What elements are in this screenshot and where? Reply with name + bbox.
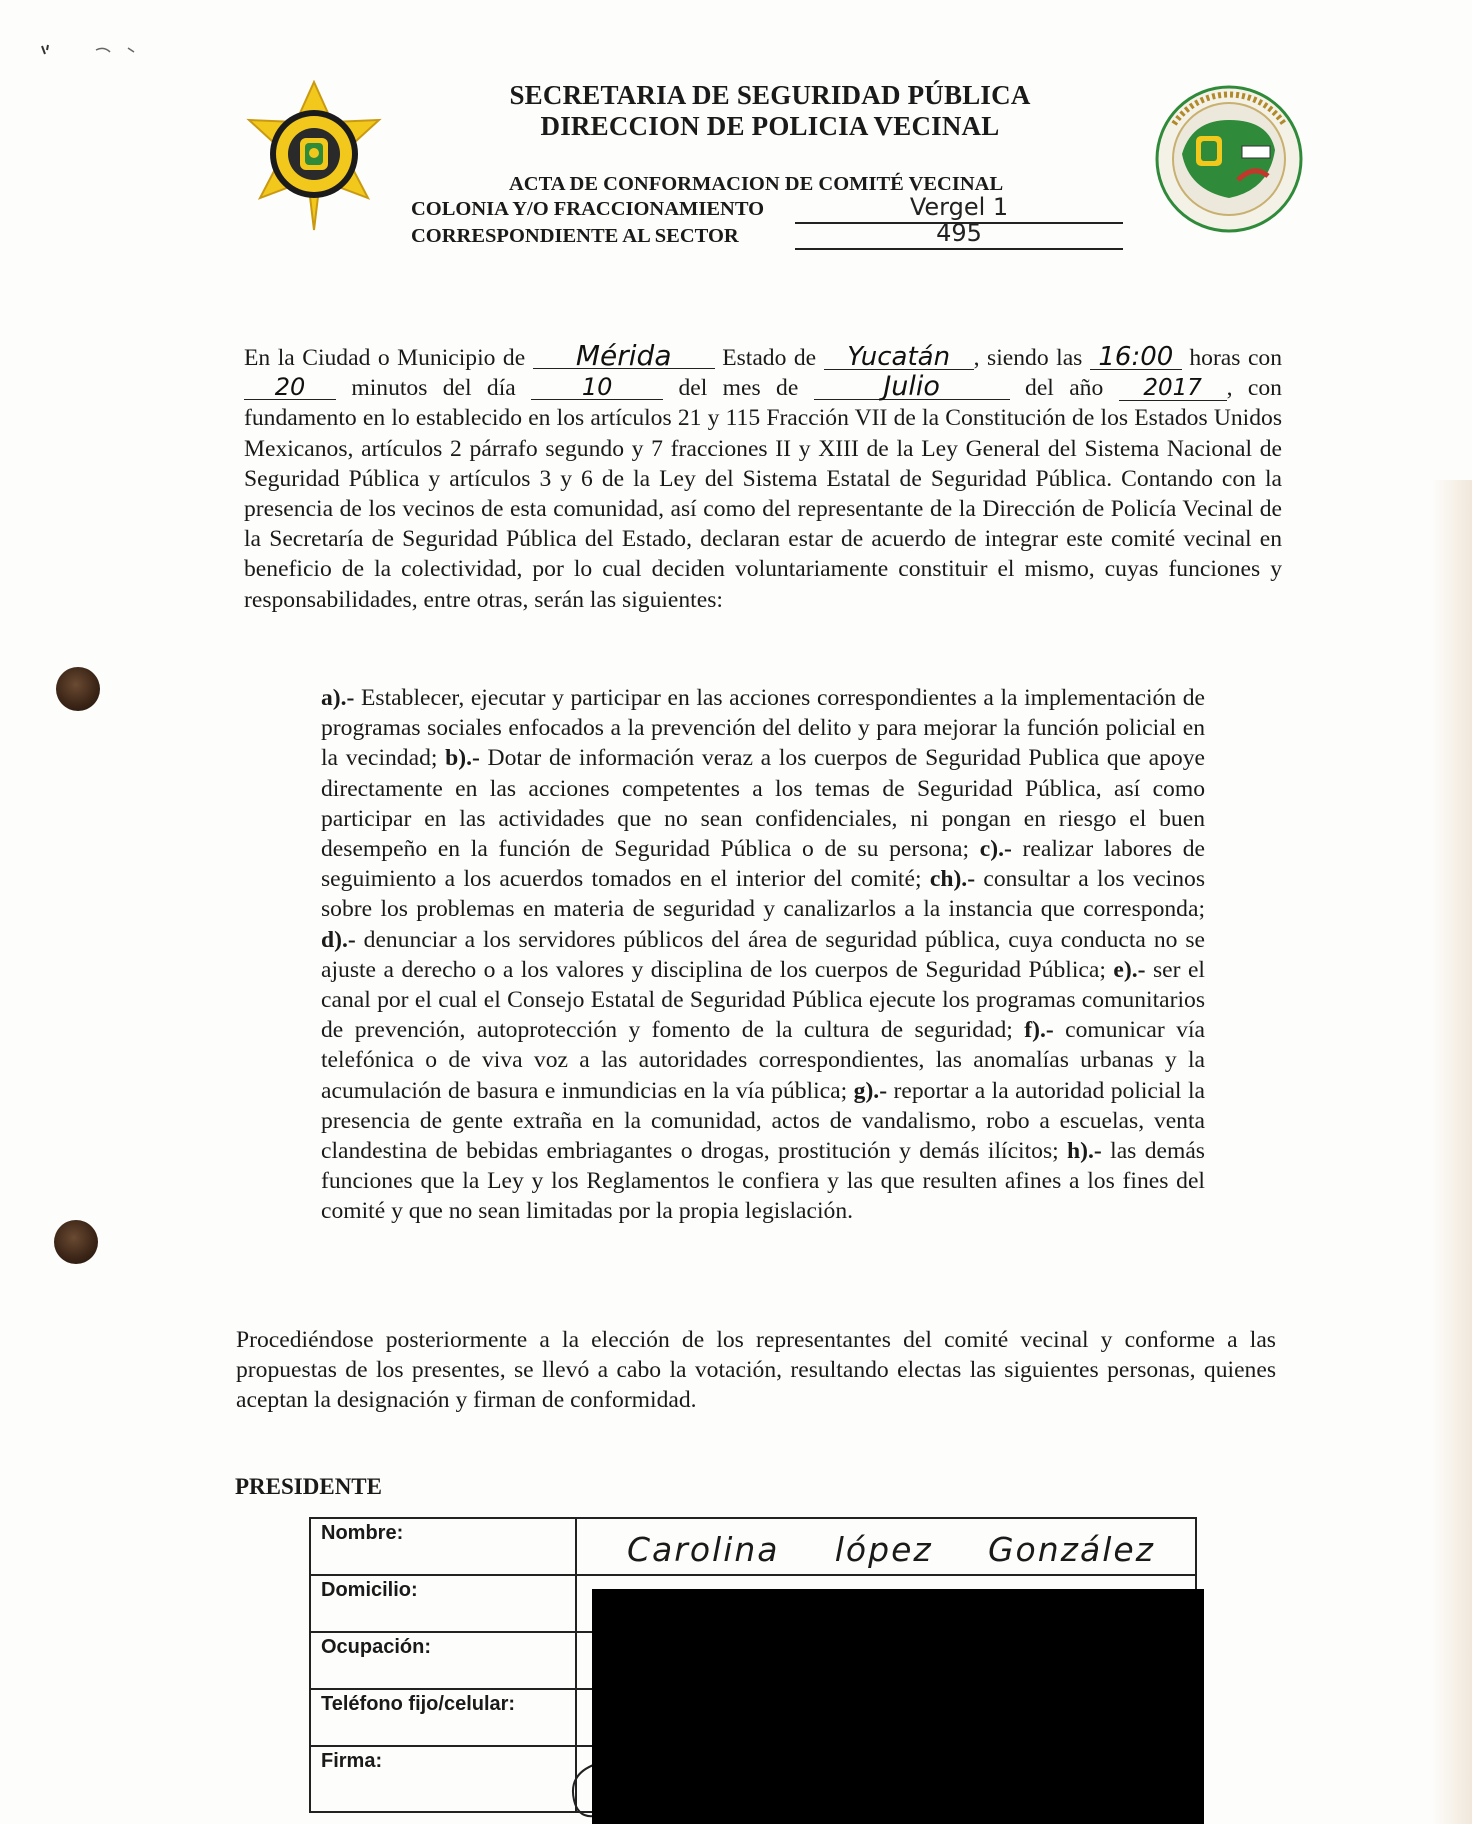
function-h-text: las demás funciones que la Ley y los Reglamentos le confiera y las que resulten afines a los fines del comité y que no sean limitadas por la propia legislación. xyxy=(321,1138,1205,1225)
handwritten-name xyxy=(587,1522,1185,1569)
hour-field: 16:00 xyxy=(1090,345,1182,370)
intro-text-5: minutos del día xyxy=(351,375,516,402)
colonia-label: COLONIA Y/O FRACCIONAMIENTO xyxy=(411,198,765,220)
domicilio-label: Domicilio: xyxy=(310,1575,576,1632)
function-g-text: reportar a la autoridad policial la presencia de gente extraña en la comunidad, actos de vandalismo, robo a escuelas, venta clandestina de bebidas embriagantes o drogas, prostitución y demás ilícitos; xyxy=(321,1077,1205,1165)
name-part-third: González xyxy=(987,1530,1155,1569)
closing-paragraph: Procediéndose posteriormente a la elección de los representantes del comité vecinal y conforme a las propuestas de los presentes, se llevó a cabo la votación, resultando electas las siguientes personas, quienes aceptan la designación y firman de conformidad. xyxy=(236,1327,1276,1414)
state-field: Yucatán xyxy=(824,345,974,370)
stray-ink-marks xyxy=(36,40,136,60)
month-field: Julio xyxy=(814,375,1010,400)
firma-label: Firma: xyxy=(310,1746,576,1812)
redaction-block xyxy=(592,1589,1204,1824)
intro-text-4: horas con xyxy=(1189,345,1283,371)
function-b-text: Dotar de información veraz a los cuerpos de Seguridad Publica que apoye directamente en las acciones competentes a los temas de Seguridad Pública, así como participar en las actividades que no sean confidenciales, ni pongan en riesgo el buen desempeño en la función de Seguridad Pública o de su persona; xyxy=(321,745,1205,863)
function-c-mark: c).- xyxy=(979,836,1012,863)
intro-text-2: Estado de xyxy=(722,345,817,371)
intro-text-7: del año xyxy=(1025,375,1104,402)
function-d-mark: d).- xyxy=(321,926,356,953)
functions-list xyxy=(321,683,1205,1227)
day-field: 10 xyxy=(531,375,663,400)
nombre-value xyxy=(576,1518,1196,1575)
name-part-second: lópez xyxy=(834,1530,933,1569)
punch-hole-top xyxy=(56,667,100,711)
function-c-text: realizar labores de seguimiento a los acuerdos tomados en el interior del comité; xyxy=(321,836,1205,893)
header-title-line2: DIRECCION DE POLICIA VECINAL xyxy=(540,111,1000,141)
ocupacion-label: Ocupación: xyxy=(310,1632,576,1689)
function-h-mark: h).- xyxy=(1067,1138,1102,1165)
name-part-first: Carolina xyxy=(627,1530,780,1569)
row-nombre xyxy=(310,1518,1196,1575)
intro-text-1: En la Ciudad o Municipio de xyxy=(244,345,526,371)
intro-text-6: del mes de xyxy=(678,375,799,402)
intro-text-8: , con fundamento en lo establecido en los artículos 21 y 115 Fracción VII de la Constitución de los Estados Unidos Mexicanos, artículos 2 párrafo segundo y 7 fracciones II y XIII de la Ley General del Sistema Nacional de Seguridad Pública y artículos 3 y 6 de la Ley del Sistema Estatal de Seguridad Pública. Contando con la presencia de los vecinos de esta comunidad, así como del representante de la Dirección de Policía Vecinal de la Secretaría de Seguridad Pública del Estado, declaran estar de acuerdo de integrar este comité vecinal en beneficio de la colectividad, por lo cual deciden voluntariamente constituir el mismo, cuyas funciones y responsabilidades, entre otras, serán las siguientes: xyxy=(244,375,1282,613)
minutes-field: 20 xyxy=(244,375,336,400)
function-ch-mark: ch).- xyxy=(929,866,976,893)
function-e-mark: e).- xyxy=(1113,956,1146,983)
city-field: Mérida xyxy=(533,344,715,369)
intro-paragraph xyxy=(244,339,1283,615)
intro-text-3: , siendo las xyxy=(973,345,1083,371)
header-title-line1: SECRETARIA DE SEGURIDAD PÚBLICA xyxy=(509,80,1031,110)
function-a-text: Establecer, ejecutar y participar en las acciones correspondientes a la implementación de programas sociales enfocados a la prevención del delito y para mejorar la función policial en la vecindad; xyxy=(321,685,1205,772)
telefono-label: Teléfono fijo/celular: xyxy=(310,1689,576,1746)
punch-hole-bottom xyxy=(54,1220,98,1264)
function-f-text: comunicar vía telefónica o de viva voz a las autoridades correspondientes, las anomalías urbanas y la acumulación de basura e inmundicias en la vía pública; xyxy=(321,1017,1205,1104)
police-star-emblem xyxy=(244,80,384,232)
function-f-mark: f).- xyxy=(1024,1017,1054,1044)
function-d-text: denunciar a los servidores públicos del área de seguridad pública, cuya conducta no se ajuste a derecho o a los valores y disciplina de los cuerpos de Seguridad Pública; xyxy=(321,926,1205,983)
sector-label: CORRESPONDIENTE AL SECTOR xyxy=(411,225,739,247)
function-g-mark: g).- xyxy=(853,1077,888,1104)
function-b-mark: b).- xyxy=(445,745,480,772)
act-title: ACTA DE CONFORMACION DE COMITÉ VECINAL xyxy=(509,173,1004,195)
function-ch-text: consultar a los vecinos sobre los problemas en materia de seguridad y canalizarlos a la instancia que corresponda; xyxy=(321,866,1205,923)
paper-edge-shadow xyxy=(1432,480,1472,1824)
council-seal-emblem xyxy=(1154,84,1304,234)
sector-value: 495 xyxy=(795,222,1123,250)
colonia-value: Vergel 1 xyxy=(795,196,1123,224)
function-e-text: ser el canal por el cual el Consejo Estatal de Seguridad Pública ejecute los programas comunitarios de prevención, autoprotección y fomento de la cultura de seguridad; xyxy=(321,956,1205,1044)
nombre-label: Nombre: xyxy=(310,1518,576,1575)
president-section-title: PRESIDENTE xyxy=(235,1474,382,1499)
year-field: 2017 xyxy=(1119,376,1227,401)
function-a-mark: a).- xyxy=(321,685,355,711)
